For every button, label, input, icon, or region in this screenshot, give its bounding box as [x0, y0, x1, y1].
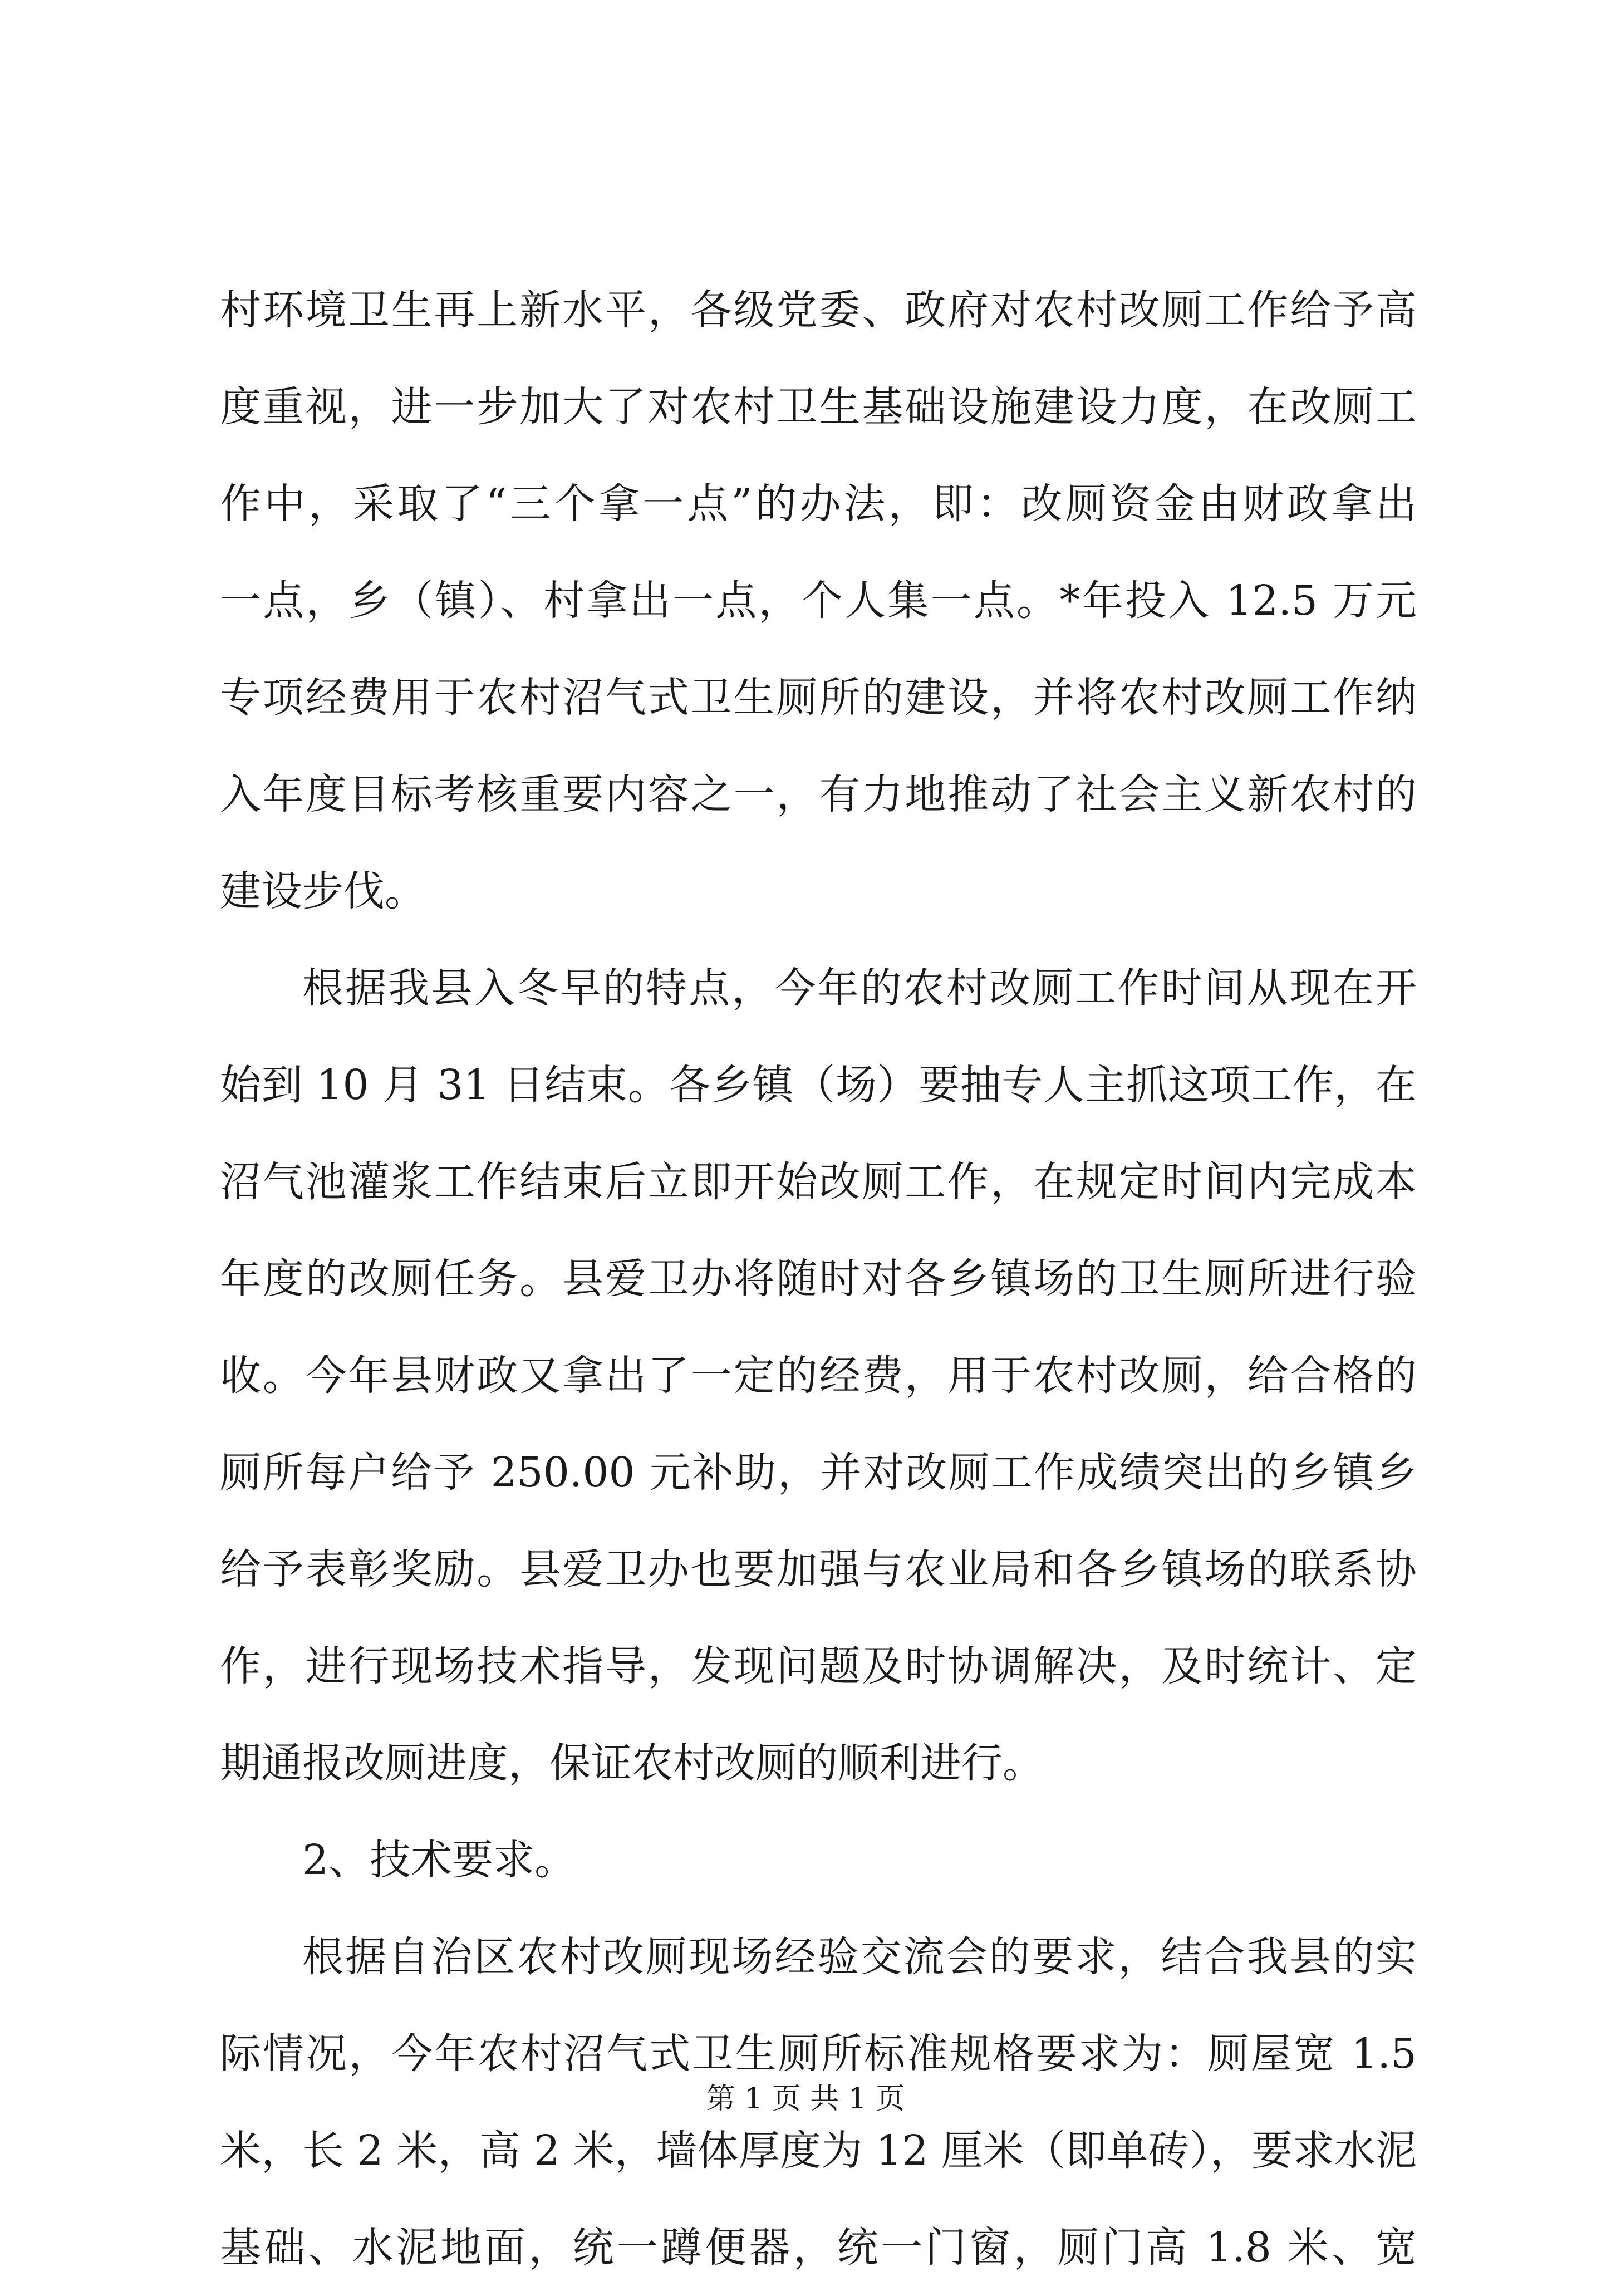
text-line: 始到 10 月 31 日结束。各乡镇（场）要抽专人主抓这项工作，在: [220, 1061, 1417, 1109]
paragraph: [220, 940, 1417, 1812]
text-line: 入年度目标考核重要内容之一，有力地推动了社会主义新农村的: [220, 771, 1417, 818]
text-line: 根据自治区农村改厕现场经验交流会的要求，结合我县的实: [302, 1933, 1417, 1981]
paragraph: [220, 262, 1417, 940]
text-line: 村环境卫生再上新水平，各级党委、政府对农村改厕工作给予高: [220, 286, 1417, 334]
text-line: 度重视，进一步加大了对农村卫生基础设施建设力度，在改厕工: [220, 383, 1417, 431]
text-line: 作中，采取了“三个拿一点”的办法，即：改厕资金由财政拿出: [220, 480, 1417, 528]
text-line: 基础、水泥地面，统一蹲便器，统一门窗，厕门高 1.8 米、宽: [220, 2224, 1417, 2272]
text-line: 沼气池灌浆工作结束后立即开始改厕工作，在规定时间内完成本: [220, 1158, 1417, 1206]
text-line: 年度的改厕任务。县爱卫办将随时对各乡镇场的卫生厕所进行验: [220, 1255, 1417, 1303]
page-footer: 第 1 页 共 1 页: [706, 2082, 905, 2116]
text-line: 专项经费用于农村沼气式卫生厕所的建设，并将农村改厕工作纳: [220, 674, 1417, 722]
text-line: 根据我县入冬早的特点，今年的农村改厕工作时间从现在开: [302, 964, 1417, 1012]
text-line: 给予表彰奖励。县爱卫办也要加强与农业局和各乡镇场的联系协: [220, 1546, 1417, 1593]
section-heading: [220, 1812, 1417, 1909]
text-line: 米，长 2 米，高 2 米，墙体厚度为 12 厘米（即单砖），要求水泥: [220, 2127, 1417, 2175]
text-line: 际情况，今年农村沼气式卫生厕所标准规格要求为：厕屋宽 1.5: [220, 2030, 1417, 2078]
text-line: 2、技术要求。: [302, 1836, 576, 1884]
text-line: 建设步伐。: [220, 867, 426, 915]
text-line: 厕所每户给予 250.00 元补助，并对改厕工作成绩突出的乡镇乡: [220, 1449, 1417, 1497]
document-body: [220, 262, 1417, 2296]
text-line: 作，进行现场技术指导，发现问题及时协调解决，及时统计、定: [220, 1642, 1417, 1690]
text-line: 期通报改厕进度，保证农村改厕的顺利进行。: [220, 1739, 1044, 1787]
text-line: 收。今年县财政又拿出了一定的经费，用于农村改厕，给合格的: [220, 1352, 1417, 1400]
text-line: 一点，乡（镇）、村拿出一点，个人集一点。*年投入 12.5 万元: [220, 577, 1417, 625]
